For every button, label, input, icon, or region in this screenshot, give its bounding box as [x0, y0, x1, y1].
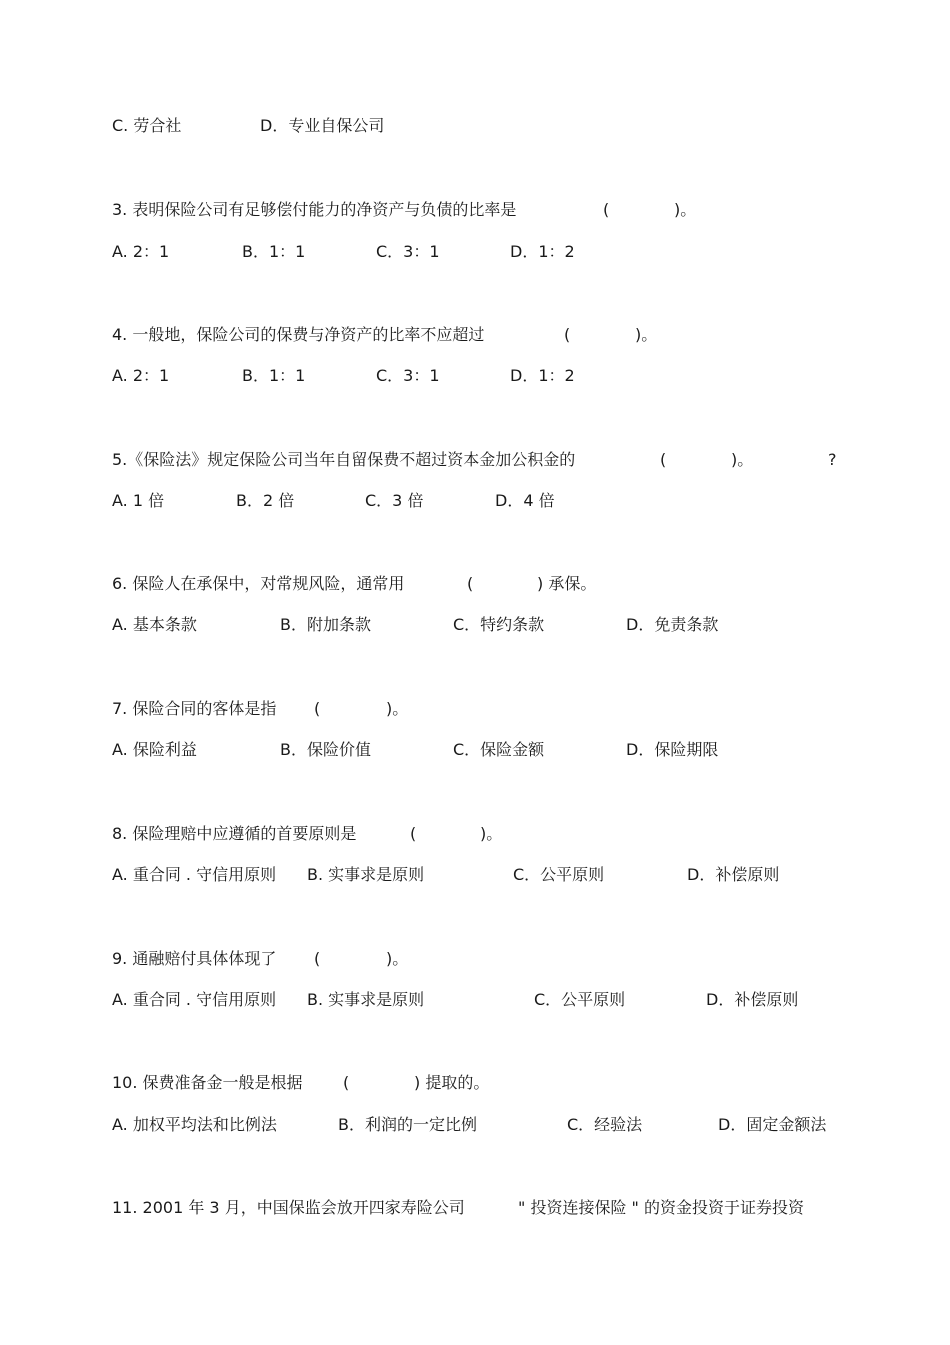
question-text: 4. 一般地，保险公司的保费与净资产的比率不应超过: [112, 325, 485, 344]
answer-blank-close: )。: [386, 699, 409, 718]
option-b: B. 实事求是原则: [307, 990, 425, 1009]
option-c: C. 劳合社: [112, 116, 182, 135]
answer-blank-open: (: [564, 325, 571, 344]
question-text: 9. 通融赔付具体体现了: [112, 949, 277, 968]
question-text: 3. 表明保险公司有足够偿付能力的净资产与负债的比率是: [112, 200, 517, 219]
answer-blank-close: ) 承保。: [537, 574, 597, 593]
answer-blank-close: )。: [674, 200, 697, 219]
answer-blank-open: (: [314, 949, 321, 968]
option-c: C．3 倍: [365, 491, 424, 510]
question-text: 8. 保险理赔中应遵循的首要原则是: [112, 824, 357, 843]
answer-blank-open: (: [603, 200, 610, 219]
answer-blank-open: (: [343, 1073, 350, 1092]
option-d: D．固定金额法: [718, 1115, 827, 1134]
question-text: 5.《保险法》规定保险公司当年自留保费不超过资本金加公积金的: [112, 450, 576, 469]
option-d: D．1：2: [510, 366, 575, 385]
option-b: B．附加条款: [280, 615, 371, 634]
option-c: C．经验法: [567, 1115, 643, 1134]
option-a: A. 加权平均法和比例法: [112, 1115, 277, 1134]
answer-blank-close: )。: [480, 824, 503, 843]
question-mark: ?: [828, 450, 837, 469]
question-text: 11. 2001 年 3 月，中国保监会放开四家寿险公司: [112, 1198, 465, 1217]
option-a: A. 重合同 . 守信用原则: [112, 990, 277, 1009]
option-c: C．保险金额: [453, 740, 545, 759]
option-b: B. 实事求是原则: [307, 865, 425, 884]
option-c: C．3：1: [376, 242, 440, 261]
option-a: A. 1 倍: [112, 491, 165, 510]
option-a: A. 保险利益: [112, 740, 197, 759]
question-text: 7. 保险合同的客体是指: [112, 699, 277, 718]
option-c: C．公平原则: [513, 865, 605, 884]
option-a: A. 2：1: [112, 366, 170, 385]
option-c: C．公平原则: [534, 990, 626, 1009]
option-b: B．2 倍: [236, 491, 295, 510]
option-a: A. 2：1: [112, 242, 170, 261]
option-b: B．1：1: [242, 242, 306, 261]
question-text: 10. 保费准备金一般是根据: [112, 1073, 303, 1092]
option-c: C．3：1: [376, 366, 440, 385]
option-d: D．免责条款: [626, 615, 719, 634]
answer-blank-open: (: [467, 574, 474, 593]
answer-blank-open: (: [314, 699, 321, 718]
answer-blank-close: ) 提取的。: [414, 1073, 490, 1092]
question-text: 6. 保险人在承保中，对常规风险，通常用: [112, 574, 405, 593]
option-a: A. 基本条款: [112, 615, 197, 634]
option-d: D．补偿原则: [706, 990, 799, 1009]
option-b: B．利润的一定比例: [338, 1115, 477, 1134]
option-a: A. 重合同 . 守信用原则: [112, 865, 277, 884]
option-d: D．专业自保公司: [260, 116, 385, 135]
answer-blank-close: )。: [635, 325, 658, 344]
answer-blank-open: (: [410, 824, 417, 843]
option-d: D．1：2: [510, 242, 575, 261]
option-d: D．补偿原则: [687, 865, 780, 884]
answer-blank-close: )。: [731, 450, 754, 469]
option-c: C．特约条款: [453, 615, 545, 634]
question-text-continued: " 投资连接保险 " 的资金投资于证券投资: [518, 1198, 804, 1217]
answer-blank-open: (: [660, 450, 667, 469]
option-d: D．保险期限: [626, 740, 719, 759]
option-b: B．保险价值: [280, 740, 371, 759]
option-b: B．1：1: [242, 366, 306, 385]
option-d: D．4 倍: [495, 491, 555, 510]
answer-blank-close: )。: [386, 949, 409, 968]
